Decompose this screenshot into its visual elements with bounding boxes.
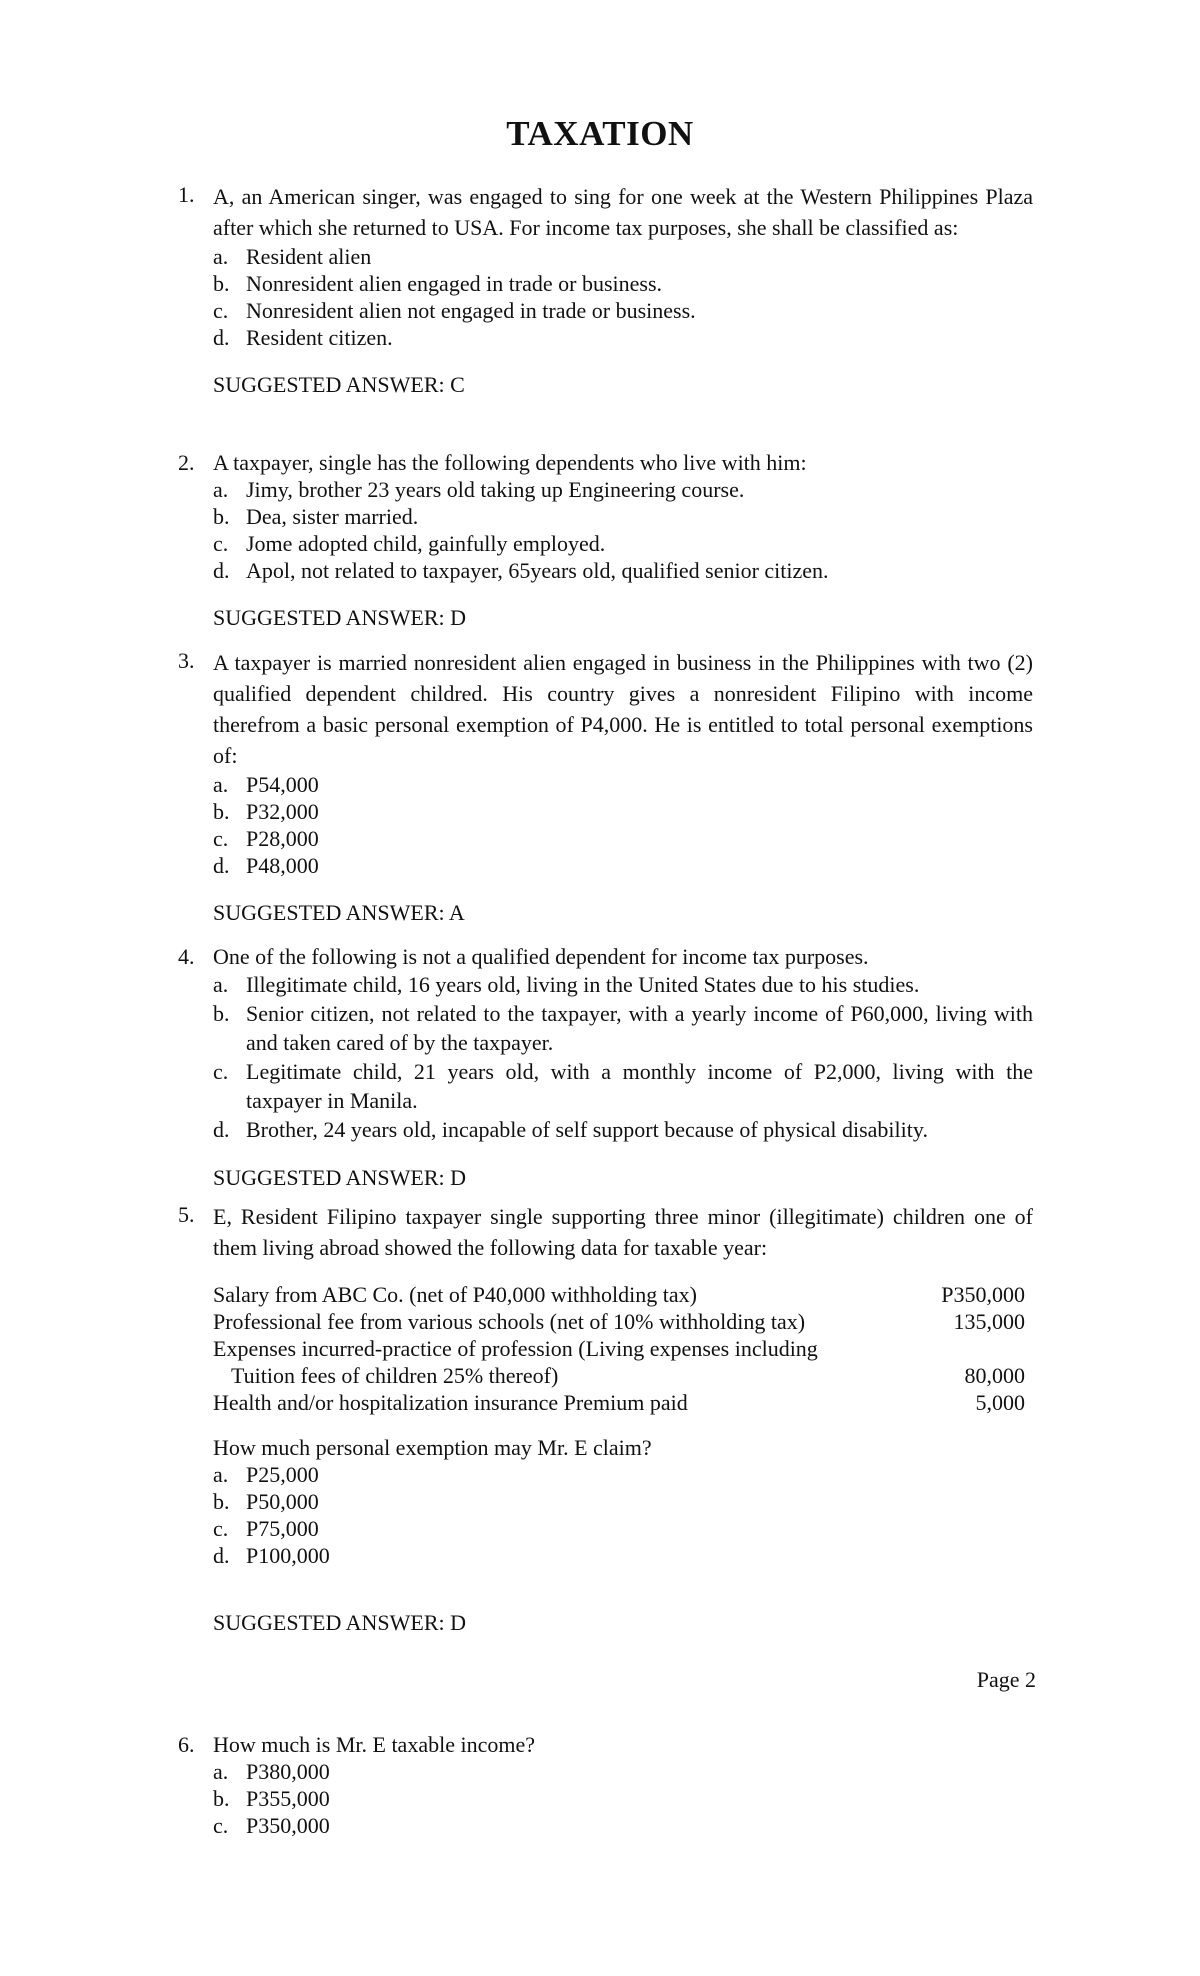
option-letter: b. [213, 504, 230, 529]
option-text: P100,000 [246, 1543, 330, 1568]
row-label: Professional fee from various schools (net of 10% withholding tax) [213, 1309, 806, 1334]
option-letter: b. [213, 1001, 230, 1026]
option-letter: a. [213, 1462, 229, 1487]
question-number: 2. [178, 450, 195, 475]
option-letter: d. [213, 853, 230, 878]
option-c [213, 1812, 1033, 1839]
option-d [213, 557, 1033, 584]
option-b [213, 270, 1033, 297]
option-text: P350,000 [246, 1813, 330, 1838]
option-letter: a. [213, 772, 229, 797]
option-letter: d. [213, 558, 230, 583]
option-text: Legitimate child, 21 years old, with a monthly income of P2,000, living with the taxpayer in Manila. [246, 1059, 1033, 1113]
option-b [213, 798, 1033, 825]
option-c [213, 1057, 1033, 1115]
option-a [213, 1758, 1033, 1785]
question-text: A, an American singer, was engaged to sing for one week at the Western Philippines Plaza after which she returned to USA. For income tax purposes, she shall be classified as: [213, 184, 1033, 240]
page-title: TAXATION [506, 114, 694, 153]
row-label: Tuition fees of children 25% thereof) [231, 1363, 559, 1388]
option-text: Jome adopted child, gainfully employed. [246, 531, 606, 556]
sub-question: How much personal exemption may Mr. E claim? [213, 1435, 652, 1460]
table-row [213, 1335, 1025, 1362]
option-a [213, 1461, 1033, 1488]
page-number: Page 2 [976, 1667, 1036, 1692]
option-letter: a. [213, 972, 229, 997]
suggested-answer: SUGGESTED ANSWER: D [213, 1610, 467, 1635]
options-list [213, 1758, 1033, 1839]
option-text: P28,000 [246, 826, 319, 851]
table-row [213, 1362, 1025, 1389]
option-text: P48,000 [246, 853, 319, 878]
option-letter: c. [213, 298, 229, 323]
question-6 [178, 1731, 1033, 1839]
question-text: A taxpayer is married nonresident alien engaged in business in the Philippines with two (2) qualified dependent childred. His country gives a nonresident Filipino with income therefrom a basic personal exemption of P4,000. He is entitled to total personal exemptions of: [213, 650, 1033, 768]
suggested-answer: SUGGESTED ANSWER: D [213, 605, 467, 630]
option-text: Illegitimate child, 16 years old, living in the United States due to his studies. [246, 972, 920, 997]
question-text: How much is Mr. E taxable income? [213, 1732, 535, 1757]
option-text: P355,000 [246, 1786, 330, 1811]
question-number: 5. [178, 1202, 195, 1227]
suggested-answer: SUGGESTED ANSWER: C [213, 372, 465, 397]
option-text: Resident citizen. [246, 325, 393, 350]
option-text: P25,000 [246, 1462, 319, 1487]
options-list [213, 1461, 1033, 1569]
suggested-answer: SUGGESTED ANSWER: A [213, 900, 465, 925]
option-letter: c. [213, 1813, 229, 1838]
option-a [213, 243, 1033, 270]
option-a [213, 476, 1033, 503]
option-text: Senior citizen, not related to the taxpayer, with a yearly income of P60,000, living with and taken cared of by the taxpayer. [246, 1001, 1033, 1055]
option-text: P32,000 [246, 799, 319, 824]
question-text: E, Resident Filipino taxpayer single supporting three minor (illegitimate) children one of them living abroad showed the following data for taxable year: [213, 1204, 1033, 1260]
option-d [213, 1542, 1033, 1569]
options-list [213, 243, 1033, 351]
row-amount: 5,000 [975, 1390, 1025, 1415]
options-list [213, 771, 1033, 879]
option-letter: a. [213, 477, 229, 502]
question-4 [178, 943, 1033, 1191]
option-letter: b. [213, 1489, 230, 1514]
options-list [213, 970, 1033, 1144]
row-label: Health and/or hospitalization insurance Premium paid [213, 1390, 688, 1415]
option-letter: a. [213, 1759, 229, 1784]
option-d [213, 852, 1033, 879]
option-c [213, 1515, 1033, 1542]
question-5 [178, 1201, 1033, 1636]
question-3 [178, 647, 1033, 926]
table-row [213, 1281, 1025, 1308]
option-text: P380,000 [246, 1759, 330, 1784]
question-number: 1. [178, 182, 195, 207]
option-letter: b. [213, 271, 230, 296]
question-number: 4. [178, 944, 195, 969]
option-d [213, 1115, 1033, 1144]
option-letter: d. [213, 1117, 230, 1142]
row-amount: 135,000 [953, 1309, 1025, 1334]
suggested-answer: SUGGESTED ANSWER: D [213, 1165, 467, 1190]
option-letter: c. [213, 531, 229, 556]
option-a [213, 970, 1033, 999]
question-number: 3. [178, 648, 195, 673]
row-label: Salary from ABC Co. (net of P40,000 withholding tax) [213, 1282, 697, 1307]
option-c [213, 530, 1033, 557]
table-row [213, 1389, 1025, 1416]
option-a [213, 771, 1033, 798]
income-data-table [213, 1281, 1025, 1416]
option-text: P54,000 [246, 772, 319, 797]
option-b [213, 999, 1033, 1057]
option-c [213, 297, 1033, 324]
option-letter: c. [213, 826, 229, 851]
question-number: 6. [178, 1732, 195, 1757]
option-b [213, 503, 1033, 530]
row-label: Expenses incurred-practice of profession (Living expenses including [213, 1336, 818, 1361]
option-text: Jimy, brother 23 years old taking up Engineering course. [246, 477, 745, 502]
question-1 [178, 181, 1033, 398]
option-letter: b. [213, 799, 230, 824]
option-letter: d. [213, 1543, 230, 1568]
option-text: P50,000 [246, 1489, 319, 1514]
option-text: Dea, sister married. [246, 504, 419, 529]
table-row [213, 1308, 1025, 1335]
option-b [213, 1488, 1033, 1515]
option-letter: b. [213, 1786, 230, 1811]
question-2 [178, 449, 1033, 631]
option-text: Nonresident alien not engaged in trade or business. [246, 298, 696, 323]
option-text: Apol, not related to taxpayer, 65years old, qualified senior citizen. [246, 558, 829, 583]
row-amount: 80,000 [964, 1363, 1025, 1388]
option-text: Brother, 24 years old, incapable of self support because of physical disability. [246, 1117, 928, 1142]
option-text: P75,000 [246, 1516, 319, 1541]
option-letter: c. [213, 1059, 229, 1084]
question-text: One of the following is not a qualified dependent for income tax purposes. [213, 944, 869, 969]
option-text: Resident alien [246, 244, 372, 269]
option-c [213, 825, 1033, 852]
option-letter: d. [213, 325, 230, 350]
option-d [213, 324, 1033, 351]
option-letter: a. [213, 244, 229, 269]
options-list [213, 476, 1033, 584]
option-b [213, 1785, 1033, 1812]
option-letter: c. [213, 1516, 229, 1541]
row-amount: P350,000 [941, 1282, 1025, 1307]
question-text: A taxpayer, single has the following dependents who live with him: [213, 450, 807, 475]
option-text: Nonresident alien engaged in trade or business. [246, 271, 663, 296]
